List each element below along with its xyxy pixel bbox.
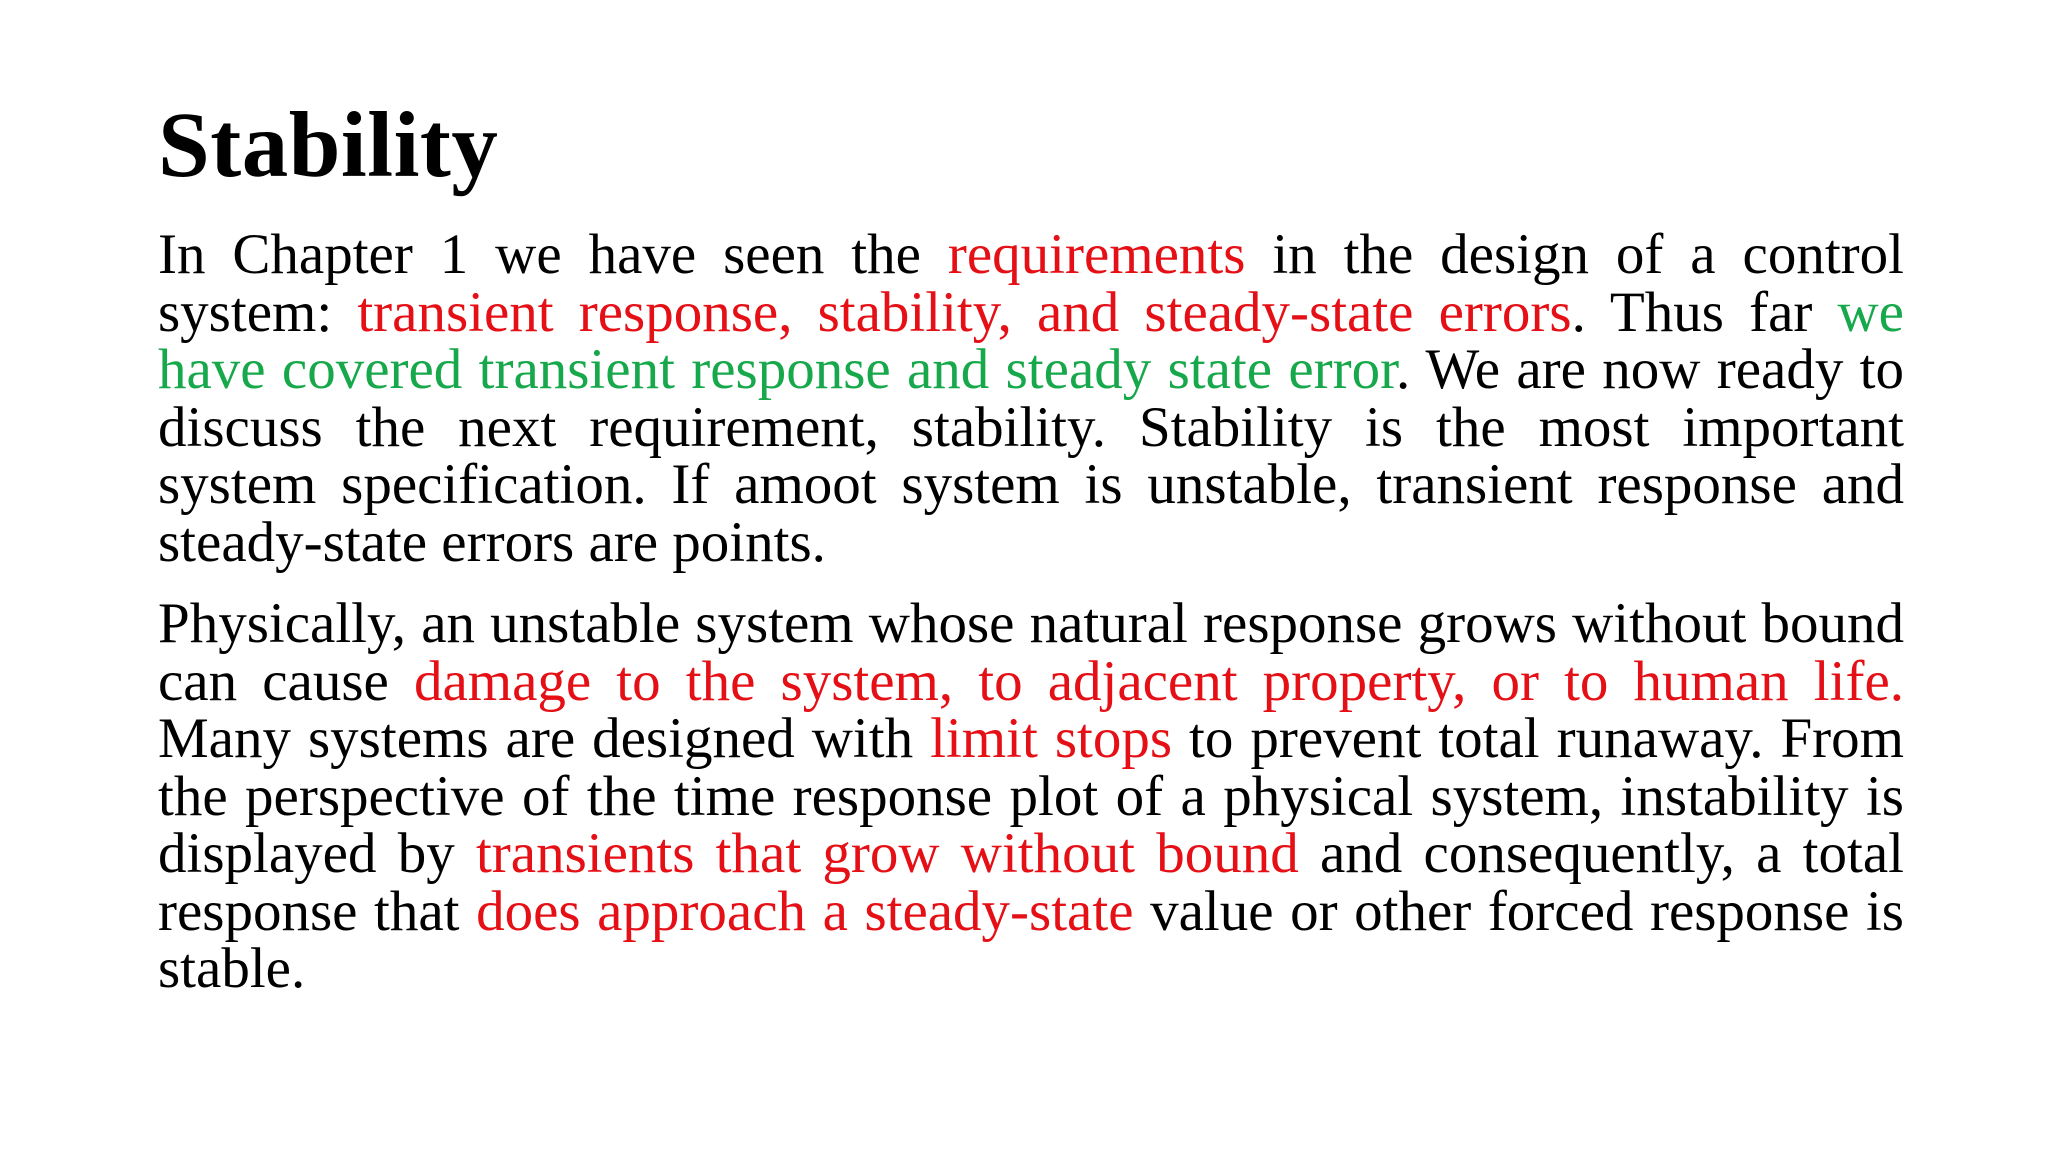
- paragraph-requirements: [158, 223, 1904, 574]
- text-segment: and consequently, a total response that: [158, 822, 1904, 943]
- text-segment: . Thus far: [1571, 280, 1838, 344]
- text-segment: In Chapter 1 we have seen the: [158, 223, 948, 286]
- highlight-damage: damage to the system, to adjacent property, or to human life.: [413, 649, 1904, 713]
- text-segment: . We are now ready to discuss the next requirement, stability. Stability is the most important system specification. If amoot system is unstable, transient response and steady-state errors are points.: [158, 338, 1904, 574]
- highlight-growing-transients: transients that grow without bound: [475, 822, 1299, 885]
- slide: [158, 92, 1904, 998]
- slide-title: Stability: [158, 94, 499, 197]
- paragraph-instability: [158, 592, 1904, 1000]
- text-segment: in the design of a control system:: [158, 223, 1904, 344]
- highlight-covered-topics: we have covered transient response and steady state error: [158, 280, 1904, 401]
- highlight-steady-state: does approach a steady-state: [476, 879, 1134, 943]
- text-segment: value or other forced response is stable.: [158, 879, 1904, 1000]
- text-segment: to prevent total runaway. From the perspective of the time response plot of a physical system, instability is displayed by: [158, 707, 1904, 885]
- text-segment: Many systems are designed with: [158, 707, 931, 770]
- highlight-requirements: requirements: [947, 223, 1246, 286]
- text-segment: Physically, an unstable system whose natural response grows without bound can cause: [158, 592, 1904, 713]
- highlight-limit-stops: limit stops: [930, 707, 1173, 770]
- highlight-requirement-list: transient response, stability, and steady-state errors: [357, 280, 1572, 344]
